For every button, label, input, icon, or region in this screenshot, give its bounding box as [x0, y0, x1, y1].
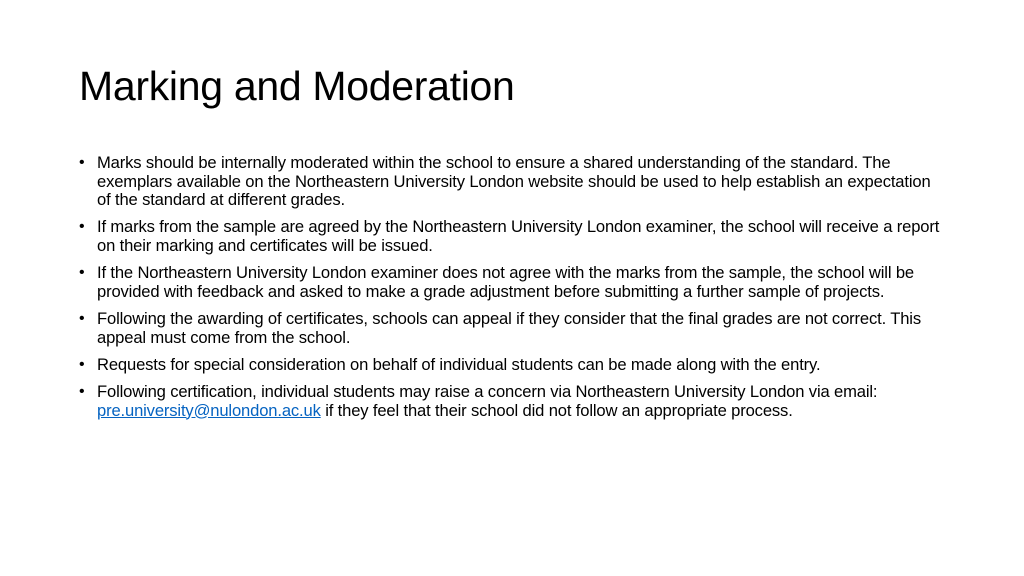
email-link[interactable]: pre.university@nulondon.ac.uk	[97, 400, 321, 420]
bullet-item-special-consideration: • Requests for special consideration on behalf of individual students can be made along with the entry.	[79, 356, 945, 375]
bullet-item-raise-concern	[79, 383, 945, 420]
bullet-list	[79, 154, 945, 429]
concern-text-after: if they feel that their school did not follow an appropriate process.	[320, 400, 793, 420]
bullet-item-marks-agreed: • If marks from the sample are agreed by the Northeastern University London examiner, the school will receive a report on their marking and certificates will be issued.	[79, 218, 945, 255]
slide-title: Marking and Moderation	[79, 63, 515, 109]
bullet-item-internal-moderation: • Marks should be internally moderated within the school to ensure a shared understanding of the standard. The exemplars available on the Northeastern University London website should be used to help establish an expectation of the standard at different grades.	[79, 154, 945, 210]
bullet-item-appeal: • Following the awarding of certificates, schools can appeal if they consider that the final grades are not correct. This appeal must come from the school.	[79, 310, 945, 347]
bullet-item-marks-not-agreed: • If the Northeastern University London examiner does not agree with the marks from the sample, the school will be provided with feedback and asked to make a grade adjustment before submitting a further sample of projects.	[79, 264, 945, 301]
concern-text-before: Following certification, individual students may raise a concern via Northeastern University London via email:	[97, 381, 878, 401]
